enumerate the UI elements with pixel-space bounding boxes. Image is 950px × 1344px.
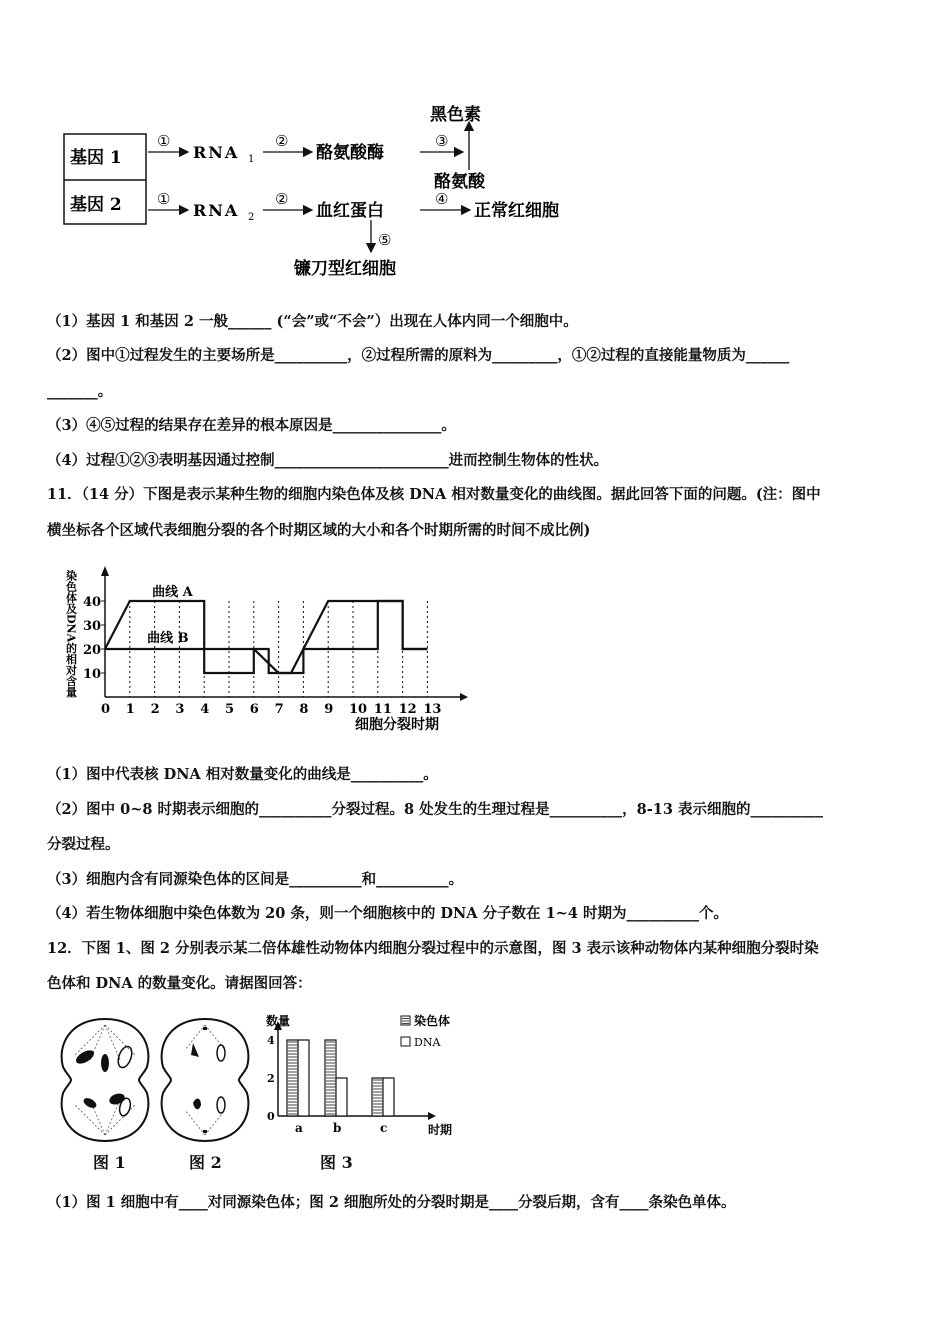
y-tick-label: 20 [83, 643, 102, 658]
q11-stem-b: 横坐标各个区域代表细胞分裂的各个时期区域的大小和各个时期所需的时间不成比例) [47, 522, 591, 539]
x-tick-label: 8 [299, 702, 309, 717]
step2-row1: ② [275, 132, 289, 150]
x-tick-label: 1 [125, 702, 135, 717]
series-label-a: 曲线 A [152, 585, 193, 601]
y-axis-arrow [101, 566, 109, 576]
x-axis-title: 细胞分裂时期 [355, 717, 439, 733]
y-tick-label: 10 [83, 667, 102, 682]
gene2-label: 基因 2 [70, 195, 122, 215]
q11-part2a: （2）图中 0~8 时期表示细胞的__________分裂过程。8 处发生的生理过程是__________，8-13 表示细胞的__________ [47, 801, 823, 818]
step2-row2: ② [275, 190, 289, 208]
figure1-cell [55, 1015, 155, 1145]
tyrosine-label: 酪氨酸 [434, 172, 485, 192]
x-tick-label: b [333, 1121, 342, 1135]
y-tick-label: 4 [267, 1034, 275, 1047]
x-tick-label: 9 [324, 702, 334, 717]
figure2-cell [155, 1015, 255, 1145]
x-tick-label: 5 [225, 702, 235, 717]
q11-part2b: 分裂过程。 [47, 836, 120, 853]
step3: ③ [435, 132, 449, 150]
step1-row2: ① [157, 190, 171, 208]
legend-swatch-dna [401, 1037, 410, 1046]
q10-part1: （1）基因 1 和基因 2 一般______ (“会”或“不会”）出现在人体内同一个细胞中。 [47, 313, 578, 330]
q12-stem-b: 色体和 DNA 的数量变化。请据图回答： [47, 975, 312, 992]
x-tick-label: 13 [423, 702, 442, 717]
x-tick-label: 0 [101, 702, 111, 717]
bar-dna [298, 1040, 309, 1116]
y-tick-label: 30 [83, 619, 102, 634]
x-tick-label: 11 [373, 702, 392, 717]
x-tick-label: 6 [249, 702, 259, 717]
y-axis-title: 染色体及DNA的相对含量 [64, 570, 78, 698]
figure3-bar-chart [258, 1008, 468, 1143]
q11-part4: （4）若生物体细胞中染色体数为 20 条，则一个细胞核中的 DNA 分子数在 1~4 时期为__________个。 [47, 905, 728, 922]
step4: ④ [435, 190, 449, 208]
q10-part2b: _______。 [47, 383, 113, 400]
bar-dna [336, 1078, 347, 1116]
step1-row1: ① [157, 132, 171, 150]
dna-chromosome-line-chart [55, 560, 475, 740]
q11-part1: （1）图中代表核 DNA 相对数量变化的曲线是__________。 [47, 766, 438, 783]
x-tick-label: a [295, 1121, 303, 1135]
x-axis-title: 时期 [428, 1123, 453, 1137]
q11-part3: （3）细胞内含有同源染色体的区间是__________和__________。 [47, 871, 464, 888]
q11-stem-a: 11．（14 分）下图是表示某种生物的细胞内染色体及核 DNA 相对数量变化的曲线图。据此回答下面的问题。(注：图中 [47, 486, 821, 503]
figure3-label: 图 3 [320, 1153, 353, 1172]
gene1-label: 基因 1 [70, 148, 122, 168]
legend-dna: DNA [414, 1036, 441, 1049]
enzyme-label: 酪氨酸酶 [316, 143, 384, 163]
y-tick-label: 0 [267, 1110, 275, 1123]
rna2-sub: 2 [248, 212, 255, 223]
hemoglobin-label: 血红蛋白 [316, 201, 384, 221]
rna1-sub: 1 [248, 154, 255, 165]
q10-part3: （3）④⑤过程的结果存在差异的根本原因是_______________。 [47, 417, 456, 434]
y-tick-label: 2 [267, 1072, 275, 1085]
x-tick-label: 7 [274, 702, 284, 717]
figure2-label: 图 2 [189, 1153, 222, 1172]
x-tick-label: 12 [398, 702, 417, 717]
bar-dna [383, 1078, 394, 1116]
q10-part4: （4）过程①②③表明基因通过控制________________________进而控制生物体的性状。 [47, 452, 609, 469]
figure1-label: 图 1 [93, 1153, 126, 1172]
rna1-label: RNA [193, 143, 240, 162]
melanin-label: 黑色素 [430, 105, 481, 125]
x-tick-label: c [380, 1121, 388, 1135]
legend-chromosome: 染色体 [414, 1014, 451, 1028]
x-tick-label: 3 [175, 702, 185, 717]
x-axis-arrow [460, 693, 468, 701]
x-tick-label: 2 [150, 702, 160, 717]
x-tick-label: 4 [200, 702, 210, 717]
gene-expression-diagram [60, 100, 620, 285]
q10-part2a: （2）图中①过程发生的主要场所是__________，②过程所需的原料为_________，①②过程的直接能量物质为______ [47, 347, 790, 364]
y-tick-label: 40 [83, 595, 102, 610]
sickle-rbc-label: 镰刀型红细胞 [294, 259, 396, 279]
normal-rbc-label: 正常红细胞 [474, 201, 559, 221]
rna2-label: RNA [193, 201, 240, 220]
series-label-b: 曲线 B [147, 630, 189, 646]
y-axis-title: 数量 [266, 1014, 291, 1028]
x-axis-arrow [428, 1112, 436, 1120]
x-tick-label: 10 [349, 702, 368, 717]
q12-stem-a: 12．下图 1、图 2 分别表示某二倍体雄性动物体内细胞分裂过程中的示意图，图 3 表示该种动物体内某种细胞分裂时染 [47, 940, 819, 957]
step5: ⑤ [378, 231, 392, 249]
q12-part1: （1）图 1 细胞中有____对同源染色体；图 2 细胞所处的分裂时期是____分裂后期，含有____条染色单体。 [47, 1194, 736, 1211]
